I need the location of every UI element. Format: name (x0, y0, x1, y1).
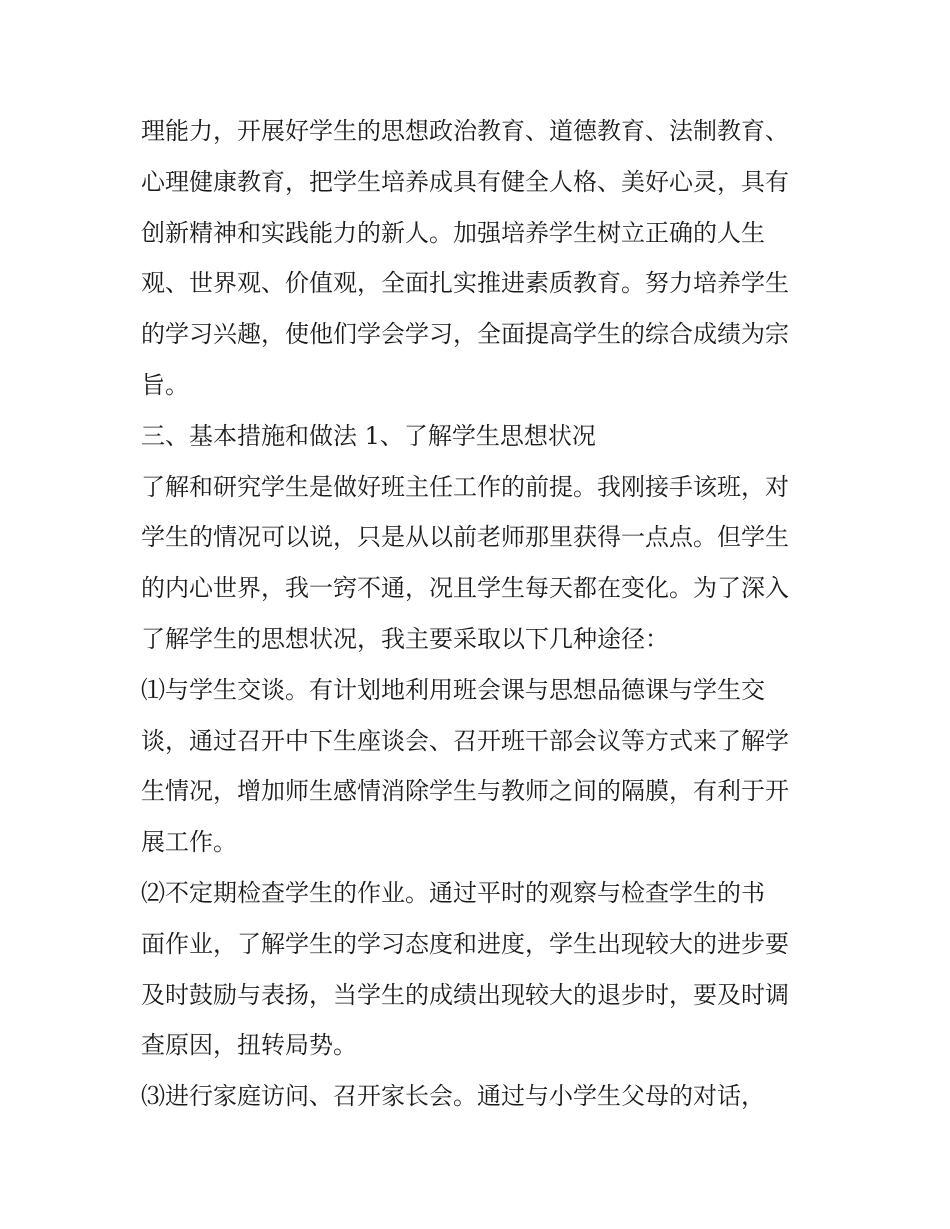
text-line: 理能力，开展好学生的思想政治教育、道德教育、法制教育、 (141, 117, 789, 145)
text-line: 旨。 (141, 370, 189, 399)
text-line: 查原因，扭转局势。 (141, 1031, 357, 1060)
text-line: 面作业，了解学生的学习态度和进度，学生出现较大的进步要 (141, 929, 789, 958)
body-text (141, 106, 821, 1122)
text-line: 生情况，增加师生感情消除学生与教师之间的隔膜，有利于开 (141, 777, 789, 806)
text-line: 了解学生的思想状况，我主要采取以下几种途径： (141, 624, 669, 653)
text-line: ⑵不定期检查学生的作业。通过平时的观察与检查学生的书 (141, 878, 765, 907)
text-line: 创新精神和实践能力的新人。加强培养学生树立正确的人生 (141, 218, 765, 247)
text-line: ⑶进行家庭访问、召开家长会。通过与小学生父母的对话， (141, 1082, 765, 1111)
section-heading: 三、基本措施和做法 1、了解学生思想状况 (141, 421, 596, 450)
text-line: 展工作。 (141, 828, 237, 857)
text-line: 谈，通过召开中下生座谈会、召开班干部会议等方式来了解学 (141, 726, 789, 755)
text-line: 心理健康教育，把学生培养成具有健全人格、美好心灵，具有 (141, 167, 789, 196)
text-line: 及时鼓励与表扬，当学生的成绩出现较大的退步时，要及时调 (141, 980, 789, 1009)
text-line: 的内心世界，我一窍不通，况且学生每天都在变化。为了深入 (141, 574, 789, 603)
text-line: 了解和研究学生是做好班主任工作的前提。我刚接手该班，对 (141, 472, 789, 501)
text-line: ⑴与学生交谈。有计划地利用班会课与思想品德课与学生交 (141, 675, 765, 704)
text-line: 观、世界观、价值观，全面扎实推进素质教育。努力培养学生 (141, 269, 789, 298)
text-line: 的学习兴趣，使他们学会学习，全面提高学生的综合成绩为宗 (141, 320, 789, 349)
text-line: 学生的情况可以说，只是从以前老师那里获得一点点。但学生 (141, 523, 789, 552)
